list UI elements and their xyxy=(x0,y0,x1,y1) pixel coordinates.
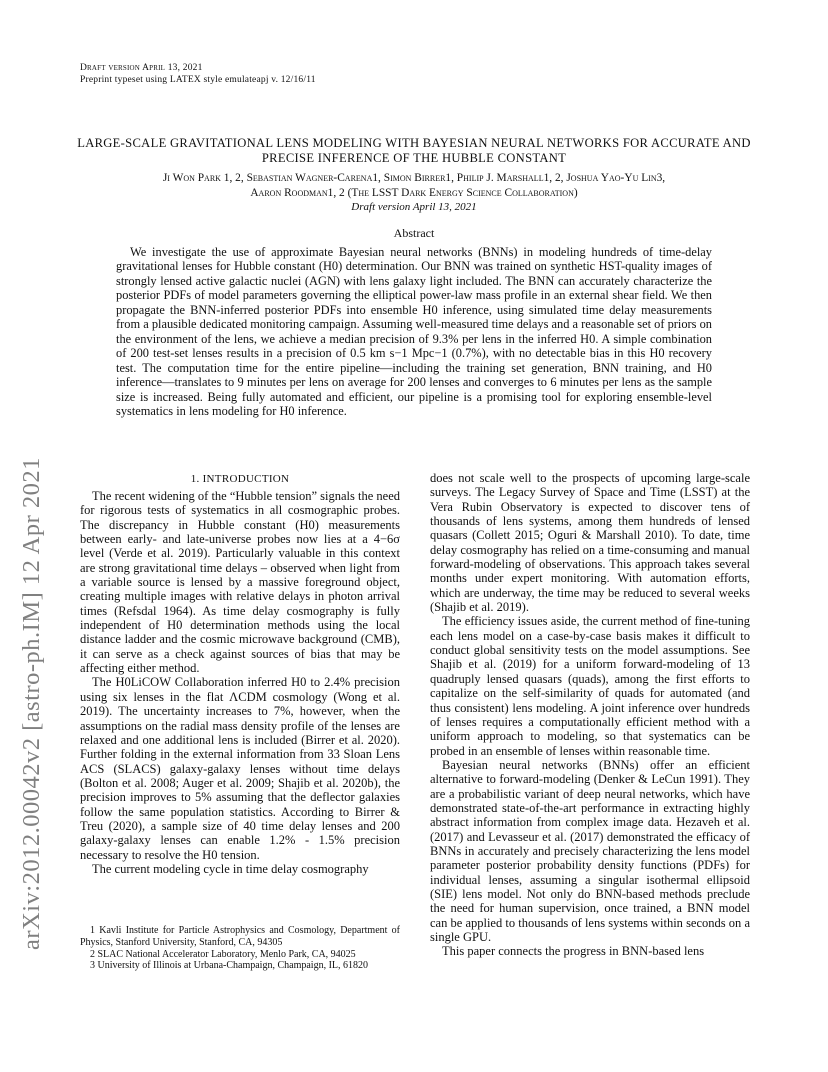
author-line-2: Aaron Roodman1, 2 (The LSST Dark Energy Science Collaboration) xyxy=(250,186,578,199)
arxiv-identifier-stamp[interactable]: arXiv:2012.00042v2 [astro-ph.IM] 12 Apr 2021 xyxy=(18,457,45,950)
abstract-text: We investigate the use of approximate Bayesian neural networks (BNNs) in modeling hundreds of time-delay gravitational lenses for Hubble constant (H0) determination. Our BNN was trained on synthetic HST-quality images of strongly lensed active galactic nuclei (AGN) with lens galaxy light included. The BNN can accurately characterize the posterior PDFs of model parameters governing the elliptical power-law mass profile in an external shear field. We then propagate the BNN-inferred posterior PDFs into ensemble H0 inference, using simulated time delay measurements from a plausible dedicated monitoring campaign. Assuming well-measured time delays and a reasonable set of priors on the environment of the lens, we achieve a median precision of 9.3% per lens in the inferred H0. A simple combination of 200 test-set lenses results in a precision of 0.5 km s−1 Mpc−1 (0.7%), with no detectable bias in this H0 recovery test. The computation time for the entire pipeline—including the training set generation, BNN training, and H0 inference—translates to 9 minutes per lens on average for 200 lenses and converges to 6 minutes per lens as the sample size is increased. Being fully automated and efficient, our pipeline is a promising tool for exploring ensemble-level systematics in lens modeling for H0 inference. xyxy=(116,245,712,418)
paragraph: The recent widening of the “Hubble tension” signals the need for rigorous tests of systematics in all cosmographic probes. The discrepancy in Hubble constant (H0) measurements between early- and late-universe probes now lies at a 4−6σ level (Verde et al. 2019). Particularly valuable in this context are strong gravitational time delays – observed when light from a variable source is lensed by a massive foreground object, creating multiple images with relative delays in photon arrival times (Refsdal 1964). As time delay cosmography is fully independent of H0 determination methods using the local distance ladder and the cosmic microwave background (CMB), it can serve as a check against sources of bias that may be affecting either method. xyxy=(80,489,400,676)
author-list xyxy=(60,171,768,200)
draft-date-italic: Draft version April 13, 2021 xyxy=(351,201,477,213)
preprint-line: Preprint typeset using LATEX style emulateapj v. 12/16/11 xyxy=(80,75,316,85)
paragraph: This paper connects the progress in BNN-based lens xyxy=(442,944,705,959)
footnote-3: 3 University of Illinois at Urbana-Champaign, Champaign, IL, 61820 xyxy=(90,960,369,972)
left-text-column xyxy=(80,489,400,876)
author-line-1: Ji Won Park 1, 2, Sebastian Wagner-Carena1, Simon Birrer1, Philip J. Marshall1, 2, Joshua Yao-Yu Lin3, xyxy=(162,172,666,184)
paragraph: does not scale well to the prospects of upcoming large-scale surveys. The Legacy Survey of Space and Time (LSST) at the Vera Rubin Observatory is expected to discover tens of thousands of lens systems, among them hundreds of lensed quasars (Collett 2015; Oguri & Marshall 2010). To date, time delay cosmography has relied on a time-consuming and manual forward-modeling of observations. This approach takes several months under expert monitoring. With automation efforts, which are underway, the time may be reduced to several weeks (Shajib et al. 2019). xyxy=(430,471,750,615)
section-heading-introduction: 1. INTRODUCTION xyxy=(190,473,290,485)
footnote-1: 1 Kavli Institute for Particle Astrophysics and Cosmology, Department of Physics, Stanford University, Stanford, CA, 94305 xyxy=(80,925,400,948)
footnote-2: 2 SLAC National Accelerator Laboratory, Menlo Park, CA, 94025 xyxy=(90,948,356,960)
paragraph: The current modeling cycle in time delay cosmography xyxy=(92,861,369,876)
draft-version-header: Draft version April 13, 2021 xyxy=(80,63,203,73)
footnotes xyxy=(80,925,400,972)
abstract-heading: Abstract xyxy=(393,226,435,240)
paragraph: The H0LiCOW Collaboration inferred H0 to 2.4% precision using six lenses in the flat ΛCDM cosmology (Wong et al. 2019). The uncertainty increases to 7%, however, when the assumptions on the radial mass density profile of the lenses are relaxed and one additional lens is included (Birrer et al. 2020). Further folding in the external information from 33 Sloan Lens ACS (SLACS) galaxy-galaxy lenses without time delays (Bolton et al. 2008; Auger et al. 2009; Shajib et al. 2020b), the precision improves to 5% assuming that the deflector galaxies follow the same population statistics. According to Birrer & Treu (2020), a sample size of 40 time delay lenses and 200 galaxy-galaxy lenses can enable 1.2% - 1.5% precision necessary to resolve the H0 tension. xyxy=(80,675,400,862)
paragraph: Bayesian neural networks (BNNs) offer an efficient alternative to forward-modeling (Denker & LeCun 1991). They are a probabilistic variant of deep neural networks, which have demonstrated state-of-the-art performance in extracting highly abstract information from complex image data. Hezaveh et al. (2017) and Levasseur et al. (2017) demonstrated the efficacy of BNNs in accurately and precisely characterizing the lens model parameter posterior probability density functions (PDFs) for individual lenses, assuming a singular isothermal ellipsoid (SIE) lens model. Not only do BNN-based methods preclude the need for human supervision, once trained, a BNN model can be applied to thousands of lens systems within seconds on a single GPU. xyxy=(430,757,750,944)
paragraph: The efficiency issues aside, the current method of fine-tuning each lens model on a case-by-case basis makes it difficult to conduct global sensitivity tests on the model assumptions. See Shajib et al. (2019) for a uniform forward-modeling of 13 quadruply lensed quasars (quads), among the first efforts to capitalize on the self-similarity of quads for automated (and thus consistent) lens modeling. A joint inference over hundreds of lenses requires a computationally efficient method with a uniform approach to modeling, so that systematics can be probed in an ensemble of lenses within reasonable time. xyxy=(430,614,750,758)
paper-title: LARGE-SCALE GRAVITATIONAL LENS MODELING WITH BAYESIAN NEURAL NETWORKS FOR ACCURATE AND PRECISE INFERENCE OF THE HUBBLE CONSTANT xyxy=(77,136,751,165)
right-text-column xyxy=(430,471,750,959)
